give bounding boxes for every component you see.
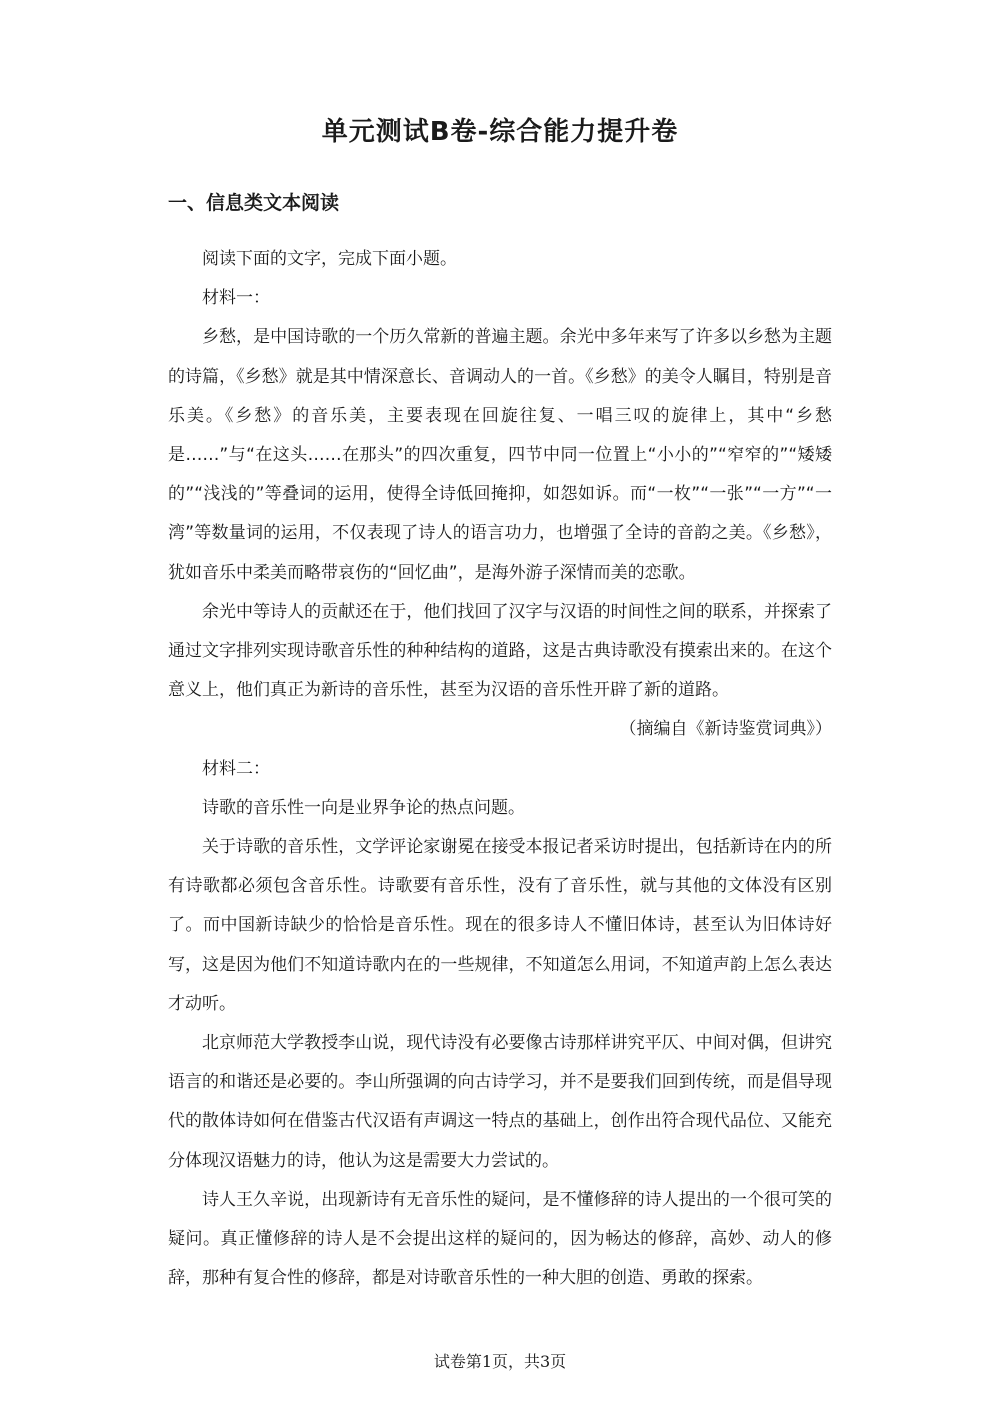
page-footer: 试卷第1页，共3页: [433, 1352, 567, 1371]
instruction-paragraph: 阅读下面的文字，完成下面小题。: [202, 249, 457, 269]
paragraph: 北京师范大学教授李山说，现代诗没有必要像古诗那样讲究平仄、中间对偶，但讲究语言的和谐还是必要的。李山所强调的向古诗学习，并不是要我们回到传统，而是倡导现代的散体诗如何在借鉴古代汉语有声调这一特点的基础上，创作出符合现代品位、又能充分体现汉语魅力的诗，他认为这是需要大力尝试的。: [168, 1033, 832, 1171]
reading-passage: [168, 240, 832, 1298]
material-label: 材料一：: [202, 288, 270, 309]
paragraph: 诗歌的音乐性一向是业界争论的热点问题。: [202, 797, 525, 818]
paragraph: 诗人王久辛说，出现新诗有无音乐性的疑问，是不懂修辞的诗人提出的一个很可笑的疑问。真正懂修辞的诗人是不会提出这样的疑问的，因为畅达的修辞，高妙、动人的修辞，那种有复合性的修辞，都是对诗歌音乐性的一种大胆的创造、勇敢的探索。: [168, 1189, 832, 1289]
paragraph: 关于诗歌的音乐性，文学评论家谢冕在接受本报记者采访时提出，包括新诗在内的所有诗歌都必须包含音乐性。诗歌要有音乐性，没有了音乐性，就与其他的文体没有区别了。而中国新诗缺少的恰恰是音乐性。现在的很多诗人不懂旧体诗，甚至认为旧体诗好写，这是因为他们不知道诗歌内在的一些规律，不知道怎么用词，不知道声韵上怎么表达才动听。: [168, 837, 832, 1014]
page-title: 单元测试B卷-综合能力提升卷: [321, 117, 679, 147]
material-label: 材料二：: [202, 758, 270, 779]
paragraph: 余光中等诗人的贡献还在于，他们找回了汉字与汉语的时间性之间的联系，并探索了通过文字排列实现诗歌音乐性的种种结构的道路，这是古典诗歌没有摸索出来的。在这个意义上，他们真正为新诗的音乐性，甚至为汉语的音乐性开辟了新的道路。: [168, 601, 832, 701]
source-citation: （摘编自《新诗鉴赏词典》）: [619, 719, 832, 740]
section-heading: 一、信息类文本阅读: [168, 192, 340, 214]
paragraph: 乡愁，是中国诗歌的一个历久常新的普遍主题。余光中多年来写了许多以乡愁为主题的诗篇，《乡愁》就是其中情深意长、音调动人的一首。《乡愁》的美令人瞩目，特别是音乐美。《乡愁》的音乐美，主要表现在回旋往复、一唱三叹的旋律上，其中“乡愁是……”与“在这头……在那头”的四次重复，四节中同一位置上“小小的”“窄窄的”“矮矮的”“浅浅的”等叠词的运用，使得全诗低回掩抑，如怨如诉。而“一枚”“一张”“一方”“一湾”等数量词的运用，不仅表现了诗人的语言功力，也增强了全诗的音韵之美。《乡愁》，犹如音乐中柔美而略带哀伤的“回忆曲”，是海外游子深情而美的恋歌。: [168, 327, 832, 583]
